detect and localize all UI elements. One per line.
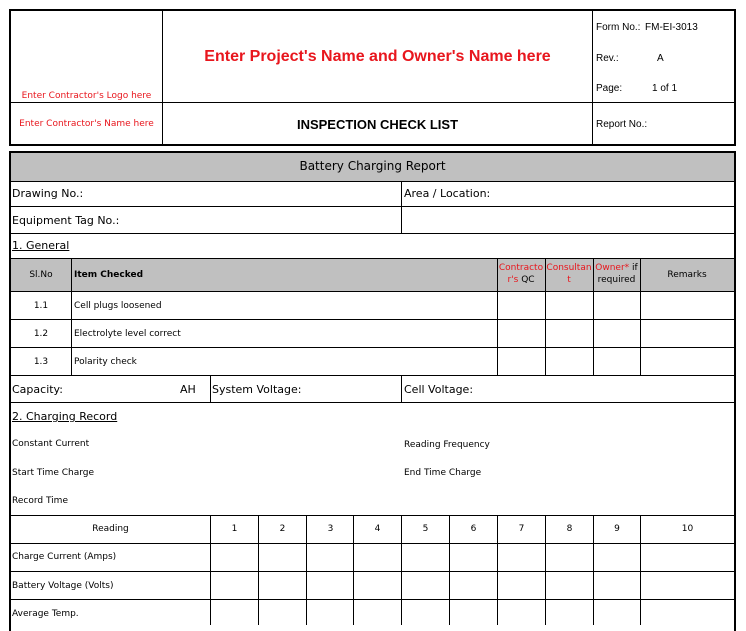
reading-number: 1 xyxy=(231,524,238,534)
page-label: Page: xyxy=(596,83,623,94)
rev-value: A xyxy=(657,53,664,64)
drawing-no-label: Drawing No.: xyxy=(12,187,84,200)
reading-number: 10 xyxy=(681,524,694,534)
col-remarks: Remarks xyxy=(667,270,707,280)
end-time-label: End Time Charge xyxy=(404,468,482,478)
reading-number: 4 xyxy=(374,524,381,534)
page-value: 1 of 1 xyxy=(652,83,678,94)
col-contractor-qc-red: Contracto r's xyxy=(498,263,544,285)
general-row-no: 1.1 xyxy=(33,301,49,311)
col-sl-no: Sl.No xyxy=(29,270,53,280)
col-contractor-qc-black: QC xyxy=(521,275,535,285)
capacity-unit: AH xyxy=(180,383,196,396)
col-contractor-qc xyxy=(497,262,545,286)
col-consultant: Consultan t xyxy=(546,263,592,285)
general-section-title: 1. General xyxy=(12,239,70,252)
rev-label: Rev.: xyxy=(596,53,619,64)
constant-current-label: Constant Current xyxy=(12,439,90,449)
capacity-label: Capacity: xyxy=(12,383,63,396)
col-owner-black: if required xyxy=(597,263,638,285)
report-title: Battery Charging Report xyxy=(299,159,446,173)
reading-row-label: Average Temp. xyxy=(12,609,79,619)
reading-frequency-label: Reading Frequency xyxy=(404,440,490,450)
area-location-label: Area / Location: xyxy=(404,187,491,200)
reading-number: 3 xyxy=(327,524,334,534)
report-no-label: Report No.: xyxy=(596,119,648,130)
cell-voltage-label: Cell Voltage: xyxy=(404,383,474,396)
general-row-item: Electrolyte level correct xyxy=(74,329,181,339)
general-row-no: 1.2 xyxy=(33,329,49,339)
contractor-logo-placeholder: Enter Contractor's Logo here xyxy=(21,91,152,101)
reading-row-label: Battery Voltage (Volts) xyxy=(12,581,114,591)
contractor-name-placeholder: Enter Contractor's Name here xyxy=(19,119,154,129)
col-owner xyxy=(593,262,640,286)
start-time-label: Start Time Charge xyxy=(12,468,95,478)
form-no-label: Form No.: xyxy=(596,22,641,33)
reading-number: 7 xyxy=(518,524,525,534)
record-time-label: Record Time xyxy=(12,496,68,506)
col-owner-red: Owner* xyxy=(595,263,630,273)
reading-number: 2 xyxy=(279,524,286,534)
reading-number: 5 xyxy=(422,524,429,534)
col-item-checked: Item Checked xyxy=(74,270,144,280)
general-row-item: Cell plugs loosened xyxy=(74,301,162,311)
reading-number: 9 xyxy=(614,524,620,534)
reading-label: Reading xyxy=(92,524,129,534)
doc-title: INSPECTION CHECK LIST xyxy=(296,117,459,132)
reading-number: 6 xyxy=(470,524,477,534)
project-title: Enter Project's Name and Owner's Name here xyxy=(204,48,551,65)
equipment-tag-label: Equipment Tag No.: xyxy=(12,214,120,227)
system-voltage-label: System Voltage: xyxy=(212,383,302,396)
reading-number: 8 xyxy=(566,524,573,534)
charging-section-title: 2. Charging Record xyxy=(12,410,118,423)
general-row-item: Polarity check xyxy=(74,357,137,367)
form-no-value: FM-EI-3013 xyxy=(645,22,698,33)
general-row-no: 1.3 xyxy=(33,357,49,367)
reading-row-label: Charge Current (Amps) xyxy=(12,552,117,562)
